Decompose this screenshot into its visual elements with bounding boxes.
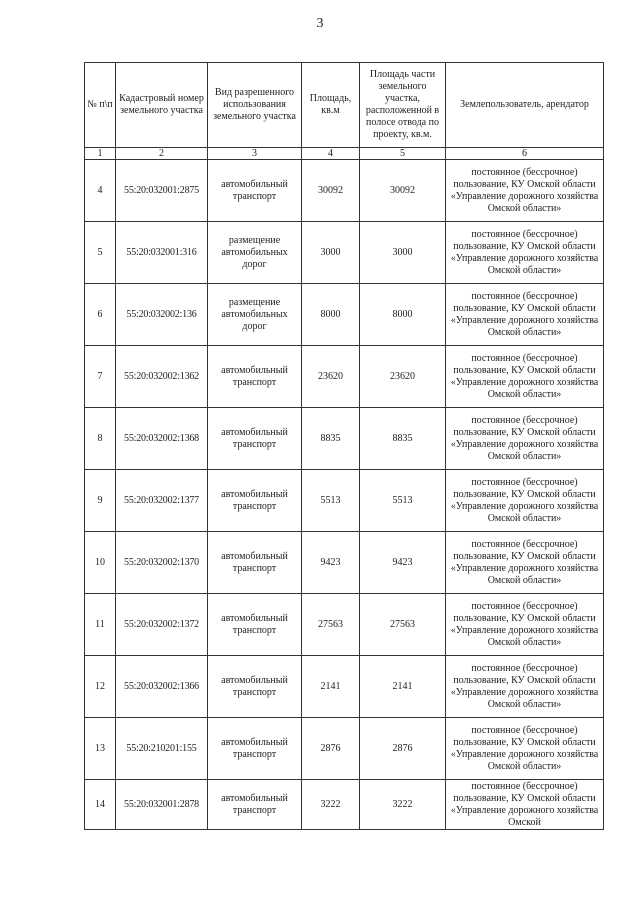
permitted-use: автомобильный транспорт <box>208 718 302 780</box>
land-plots-table <box>84 62 604 830</box>
column-number: 2 <box>116 148 208 160</box>
permitted-use: автомобильный транспорт <box>208 656 302 718</box>
land-user: постоянное (бессрочное) пользование, КУ Омской области «Управление дорожного хозяйства Омской области» <box>446 718 604 780</box>
cadastral-number: 55:20:032002:1368 <box>116 408 208 470</box>
permitted-use: автомобильный транспорт <box>208 594 302 656</box>
permitted-use: автомобильный транспорт <box>208 346 302 408</box>
cadastral-number: 55:20:032002:1370 <box>116 532 208 594</box>
column-number: 5 <box>360 148 446 160</box>
row-number: 9 <box>85 470 116 532</box>
table-row <box>85 160 604 222</box>
cadastral-number: 55:20:210201:155 <box>116 718 208 780</box>
table-header-row <box>85 63 604 148</box>
plot-area: 23620 <box>302 346 360 408</box>
land-user: постоянное (бессрочное) пользование, КУ Омской области «Управление дорожного хозяйства Омской области» <box>446 594 604 656</box>
table-row <box>85 718 604 780</box>
cadastral-number: 55:20:032001:316 <box>116 222 208 284</box>
row-number: 11 <box>85 594 116 656</box>
table-row <box>85 470 604 532</box>
land-user: постоянное (бессрочное) пользование, КУ Омской области «Управление дорожного хозяйства Омской области» <box>446 222 604 284</box>
page-number: 3 <box>316 16 324 31</box>
column-number: 3 <box>208 148 302 160</box>
header-cell: Вид разрешенного использования земельного участка <box>208 63 302 148</box>
part-area: 3222 <box>360 780 446 830</box>
land-user: постоянное (бессрочное) пользование, КУ Омской области «Управление дорожного хозяйства Омской области» <box>446 284 604 346</box>
permitted-use: размещение автомобильных дорог <box>208 222 302 284</box>
row-number: 4 <box>85 160 116 222</box>
land-user: постоянное (бессрочное) пользование, КУ Омской области «Управление дорожного хозяйства Омской <box>450 780 599 828</box>
cadastral-number: 55:20:032001:2875 <box>116 160 208 222</box>
permitted-use: автомобильный транспорт <box>208 532 302 594</box>
table-row <box>85 656 604 718</box>
plot-area: 2876 <box>302 718 360 780</box>
row-number: 7 <box>85 346 116 408</box>
header-cell: Площадь, кв.м <box>302 63 360 148</box>
row-number: 5 <box>85 222 116 284</box>
plot-area: 2141 <box>302 656 360 718</box>
header-cell: Площадь части земельного участка, расположенной в полосе отвода по проекту, кв.м. <box>360 63 446 148</box>
land-user: постоянное (бессрочное) пользование, КУ Омской области «Управление дорожного хозяйства Омской области» <box>446 160 604 222</box>
part-area: 5513 <box>360 470 446 532</box>
header-cell: Землепользователь, арендатор <box>446 63 604 148</box>
plot-area: 5513 <box>302 470 360 532</box>
cadastral-number: 55:20:032002:1377 <box>116 470 208 532</box>
row-number: 8 <box>85 408 116 470</box>
table-row <box>85 346 604 408</box>
table-row <box>85 284 604 346</box>
row-number: 14 <box>85 780 116 830</box>
permitted-use: автомобильный транспорт <box>208 160 302 222</box>
land-user: постоянное (бессрочное) пользование, КУ Омской области «Управление дорожного хозяйства Омской области» <box>446 532 604 594</box>
table-row <box>85 780 604 830</box>
table-row <box>85 408 604 470</box>
part-area: 8000 <box>360 284 446 346</box>
table-row <box>85 532 604 594</box>
permitted-use: автомобильный транспорт <box>208 780 302 830</box>
land-user: постоянное (бессрочное) пользование, КУ Омской области «Управление дорожного хозяйства Омской области» <box>446 470 604 532</box>
land-user: постоянное (бессрочное) пользование, КУ Омской области «Управление дорожного хозяйства Омской области» <box>446 346 604 408</box>
part-area: 2876 <box>360 718 446 780</box>
header-cell: № п\п <box>85 63 116 148</box>
permitted-use: автомобильный транспорт <box>208 470 302 532</box>
permitted-use: автомобильный транспорт <box>208 408 302 470</box>
column-number-row <box>85 148 604 160</box>
row-number: 13 <box>85 718 116 780</box>
cadastral-number: 55:20:032002:1362 <box>116 346 208 408</box>
plot-area: 27563 <box>302 594 360 656</box>
row-number: 6 <box>85 284 116 346</box>
column-number: 1 <box>85 148 116 160</box>
cadastral-number: 55:20:032001:2878 <box>116 780 208 830</box>
part-area: 27563 <box>360 594 446 656</box>
table-row <box>85 594 604 656</box>
cadastral-number: 55:20:032002:1366 <box>116 656 208 718</box>
table-body <box>85 160 604 830</box>
land-user: постоянное (бессрочное) пользование, КУ Омской области «Управление дорожного хозяйства Омской области» <box>446 656 604 718</box>
column-number: 6 <box>446 148 604 160</box>
row-number: 12 <box>85 656 116 718</box>
part-area: 30092 <box>360 160 446 222</box>
land-user: постоянное (бессрочное) пользование, КУ Омской области «Управление дорожного хозяйства Омской области» <box>446 408 604 470</box>
part-area: 23620 <box>360 346 446 408</box>
plot-area: 9423 <box>302 532 360 594</box>
cadastral-number: 55:20:032002:1372 <box>116 594 208 656</box>
header-cell: Кадастровый номер земельного участка <box>116 63 208 148</box>
plot-area: 30092 <box>302 160 360 222</box>
land-user-cell <box>446 780 604 830</box>
row-number: 10 <box>85 532 116 594</box>
part-area: 9423 <box>360 532 446 594</box>
part-area: 2141 <box>360 656 446 718</box>
cadastral-number: 55:20:032002:136 <box>116 284 208 346</box>
plot-area: 8000 <box>302 284 360 346</box>
part-area: 3000 <box>360 222 446 284</box>
part-area: 8835 <box>360 408 446 470</box>
plot-area: 3000 <box>302 222 360 284</box>
table-row <box>85 222 604 284</box>
permitted-use: размещение автомобильных дорог <box>208 284 302 346</box>
plot-area: 8835 <box>302 408 360 470</box>
plot-area: 3222 <box>302 780 360 830</box>
column-number: 4 <box>302 148 360 160</box>
